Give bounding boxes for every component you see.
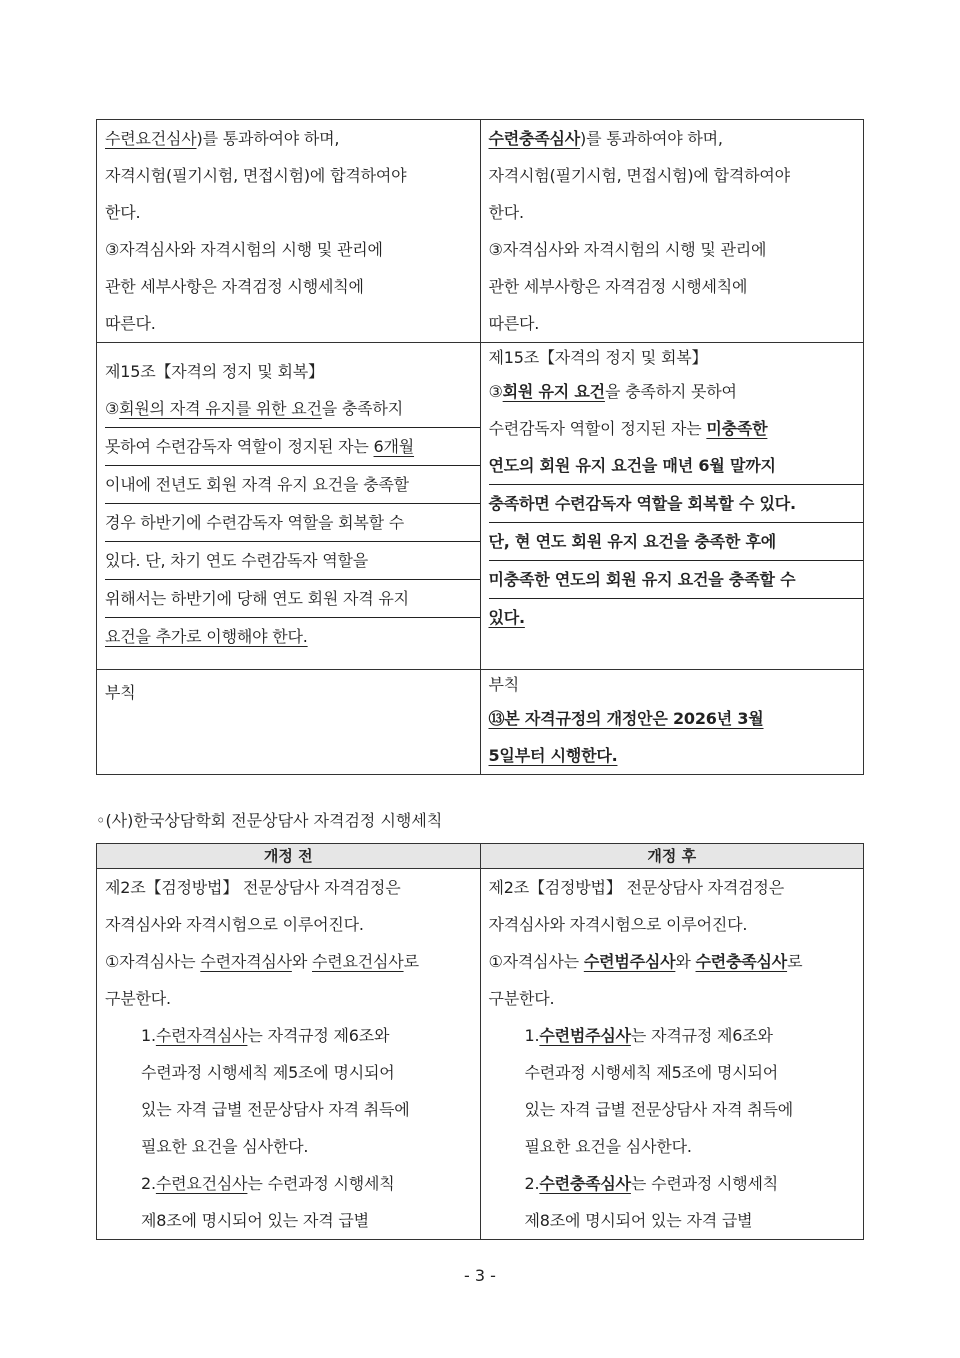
text-fragment: 2. [141,1174,156,1193]
text-fragment: ①자격심사는 [488,952,584,971]
underlined-term: 수련충족심사 [488,129,581,148]
text-fragment: 1. [141,1026,156,1045]
text-line: 구분한다. [105,989,171,1008]
underlined-term: 수련범주심사 [539,1026,631,1045]
text-line: 자격시험(필기시험, 면접시험)에 합격하여야 [105,166,407,185]
underlined-term: 수련요건심사 [312,952,404,971]
comparison-table-2 [96,843,864,1240]
text-line: 요건을 추가로 이행해야 한다. [105,627,308,646]
underlined-term: 수련자격심사 [200,952,292,971]
underlined-term: 수련요건심사 [105,129,197,148]
text-line: 한다. [105,203,141,222]
text-line: 한다. [488,203,524,222]
text-line: 위해서는 하반기에 당해 연도 회원 자격 유지 [105,580,480,618]
text-line: 제8조에 명시되어 있는 자격 급별 [524,1211,753,1230]
text-fragment: 2. [524,1174,540,1193]
text-line: 따른다. [105,314,156,333]
t2-right [480,869,864,1240]
underlined-term: 수련자격심사 [155,1026,248,1045]
text-line: ③자격심사와 자격시험의 시행 및 관리에 [105,240,383,259]
text-fragment: 는 자격규정 제6조와 [247,1026,390,1045]
text-line [105,1017,472,1054]
underlined-term: 회원 유지 요건 [502,382,605,401]
text-line: 제8조에 명시되어 있는 자격 급별 [141,1211,369,1230]
t1-r2-right: 제15조【자격의 정지 및 회복】 ③회원 유지 요건을 충족하지 못하여 수련감독자 역할이 정지된 자는 미충족한 연도의 회원 유지 요건을 매년 6월 말까지 충족하면 수련감독자 역할을 회복할 수 있다. 단, 현 연도 회원 유지 요건을 충족한 후에 미충족한 연도의 회원 유지 요건을 충족할 수 있다. [480,343,864,670]
text-line: 따른다. [488,314,540,333]
underlined-term: 수련요건심사 [155,1174,248,1193]
text-line: 있다. [488,608,525,627]
text-fragment: 는 자격규정 제6조와 [630,1026,773,1045]
section-heading: ◦(사)한국상담학회 전문상담사 자격검정 시행세칙 [96,811,443,830]
text-fragment: 와 [291,952,313,971]
page-number: - 3 - [464,1266,496,1285]
text-fragment: 1. [524,1026,540,1045]
text-line: ⑬본 자격규정의 개정안은 2026년 3월 [488,709,764,728]
text-line: 5일부터 시행한다. [488,746,618,765]
text-line [105,943,472,980]
t1-r1-left: 수련요건심사)를 통과하여야 하며, 자격시험(필기시험, 면접시험)에 합격하여야 한다. ③자격심사와 자격시험의 시행 및 관리에 관한 세부사항은 자격검정 시행세칙에 따른다. [97,120,481,343]
article-title: 제15조【자격의 정지 및 회복】 [488,348,708,367]
text-line: 관한 세부사항은 자격검정 시행세칙에 [488,277,748,296]
text-line: 경우 하반기에 수련감독자 역할을 회복할 수 [105,504,480,542]
text-line: 자격심사와 자격시험으로 이루어진다. [488,915,748,934]
underlined-term: 수련충족심사 [695,952,788,971]
text-line [489,943,856,980]
t1-r3-right [480,670,864,775]
text-line: 관한 세부사항은 자격검정 시행세칙에 [105,277,364,296]
header-before: 개정 전 [97,844,481,869]
text-line: 있는 자격 급별 전문상담사 자격 취득에 [141,1100,410,1119]
text-line: 제2조【검정방법】 전문상담사 자격검정은 [488,878,784,897]
text-fragment: 로 [787,952,803,971]
text-line: 수련과정 시행세칙 제5조에 명시되어 [141,1063,395,1082]
text-line: 이내에 전년도 회원 자격 유지 요건을 충족할 [105,466,480,504]
t1-r3-left [97,670,481,775]
comparison-table-1 [96,119,864,775]
t2-left [97,869,481,1240]
text-line: 단, 현 연도 회원 유지 요건을 충족한 후에 [489,523,864,561]
text-line: 충족하면 수련감독자 역할을 회복할 수 있다. [489,485,864,523]
t1-r2-left: 제15조【자격의 정지 및 회복】 ③회원의 자격 유지를 위한 요건을 충족하지 못하여 수련감독자 역할이 정지된 자는 6개월 이내에 전년도 회원 자격 유지 요건을 충족할 경우 하반기에 수련감독자 역할을 회복할 수 있다. 단, 차기 연도 수련감독자 역할을 위해서는 하반기에 당해 연도 회원 자격 유지 요건을 추가로 이행해야 한다. [97,343,481,670]
text-line: ③자격심사와 자격시험의 시행 및 관리에 [488,240,767,259]
text-line: 제2조【검정방법】 전문상담사 자격검정은 [105,878,401,897]
underlined-term: 6개월 [373,437,415,456]
underlined-term: 수련범주심사 [583,952,676,971]
addenda-title: 부칙 [105,683,136,702]
text-line: 자격시험(필기시험, 면접시험)에 합격하여야 [488,166,790,185]
underlined-term: 수련충족심사 [539,1174,631,1193]
text-line: 필요한 요건을 심사한다. [141,1137,309,1156]
article-title: 제15조【자격의 정지 및 회복】 [105,362,324,381]
text-line [105,1165,472,1202]
text-line [489,1017,856,1054]
t1-r1-right: 수련충족심사)를 통과하여야 하며, 자격시험(필기시험, 면접시험)에 합격하여야 한다. ③자격심사와 자격시험의 시행 및 관리에 관한 세부사항은 자격검정 시행세칙에 따른다. [480,120,864,343]
text-line: 수련과정 시행세칙 제5조에 명시되어 [524,1063,778,1082]
text-line: 필요한 요건을 심사한다. [524,1137,692,1156]
text-fragment: 는 수련과정 시행세칙 [630,1174,778,1193]
addenda-title: 부칙 [488,675,520,694]
underlined-term: 미충족한 [706,419,768,438]
underlined-term: 회원의 자격 유지를 위한 요건 [119,399,322,418]
text-line: 구분한다. [488,989,555,1008]
text-line: 있는 자격 급별 전문상담사 자격 취득에 [524,1100,794,1119]
text-line: 있다. 단, 차기 연도 수련감독자 역할을 [105,542,480,580]
text-fragment: 와 [675,952,696,971]
text-line: 미충족한 연도의 회원 유지 요건을 충족할 수 [489,561,864,599]
text-line: 연도의 회원 유지 요건을 매년 6월 말까지 [489,447,864,485]
text-fragment: ①자격심사는 [105,952,201,971]
text-line: 자격심사와 자격시험으로 이루어진다. [105,915,364,934]
header-after: 개정 후 [480,844,864,869]
text-line [489,1165,856,1202]
text-fragment: 는 수련과정 시행세칙 [247,1174,395,1193]
text-fragment: 로 [403,952,419,971]
